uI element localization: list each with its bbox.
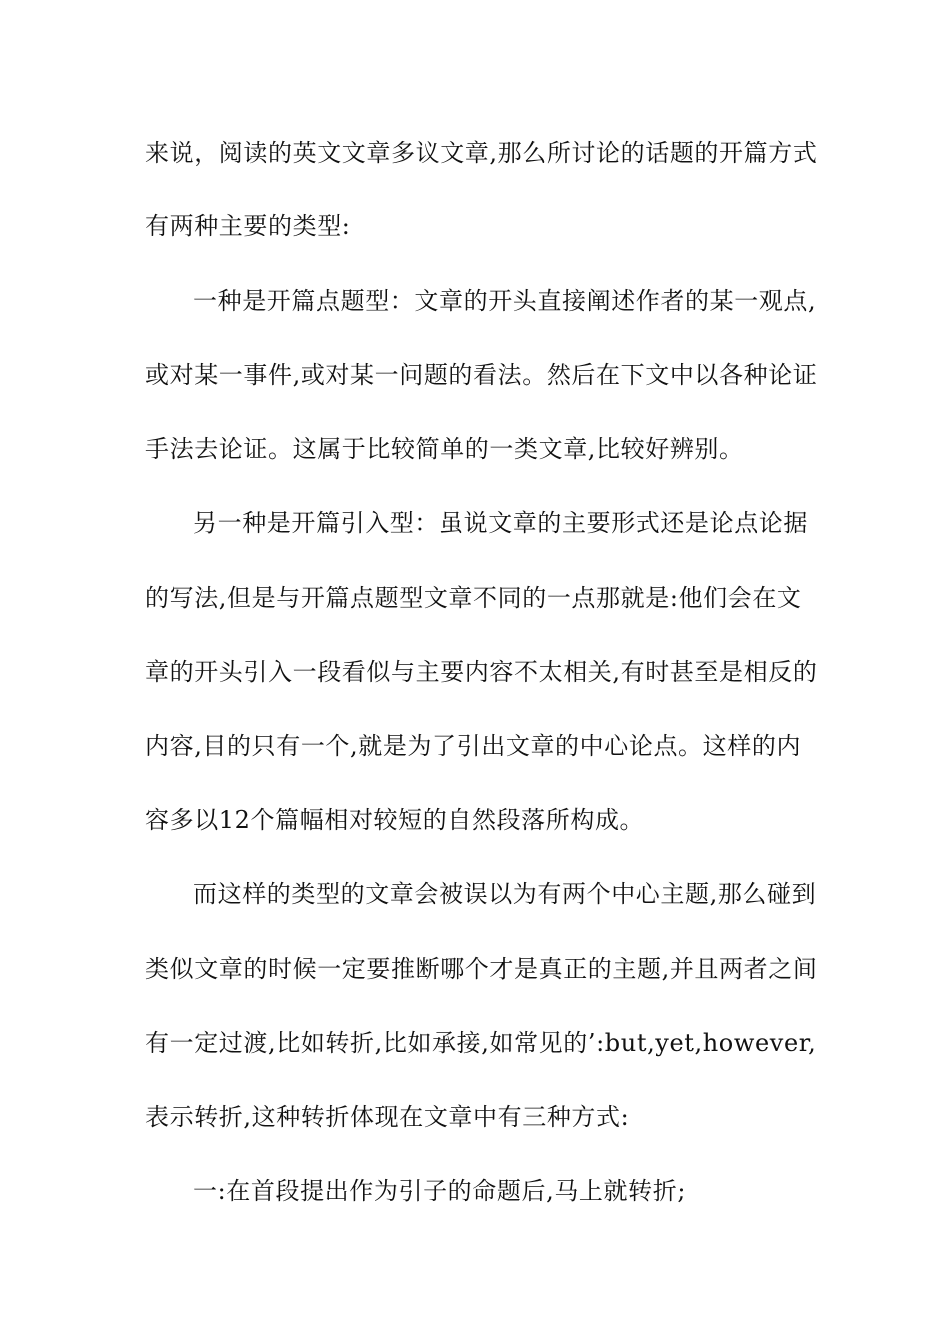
paragraph-start-line: 另一种是开篇引入型：虽说文章的主要形式还是论点论据 <box>193 509 808 537</box>
text-line: 或对某一事件,或对某一问题的看法。然后在下文中以各种论证 <box>145 361 818 389</box>
text-line: 有两种主要的类型: <box>145 212 351 240</box>
text-line: 表示转折,这种转折体现在文章中有三种方式: <box>145 1103 630 1131</box>
paragraph-start-line: 一:在首段提出作为引子的命题后,马上就转折; <box>193 1177 686 1205</box>
text-line: 有一定过渡,比如转折,比如承接,如常见的’:but,yet,however, <box>145 1029 817 1057</box>
text-line: 章的开头引入一段看似与主要内容不太相关,有时甚至是相反的 <box>145 658 818 686</box>
paragraph-start-line: 一种是开篇点题型：文章的开头直接阐述作者的某一观点, <box>193 287 817 315</box>
text-line: 来说，阅读的英文文章多议文章,那么所讨论的话题的开篇方式 <box>145 139 818 167</box>
text-line: 的写法,但是与开篇点题型文章不同的一点那就是:他们会在文 <box>145 584 802 612</box>
text-line: 手法去论证。这属于比较简单的一类文章,比较好辨别。 <box>145 435 744 463</box>
text-line: 容多以12个篇幅相对较短的自然段落所构成。 <box>145 806 645 834</box>
paragraph-start-line: 而这样的类型的文章会被误以为有两个中心主题,那么碰到 <box>193 880 817 908</box>
text-line: 类似文章的时候一定要推断哪个才是真正的主题,并且两者之间 <box>145 955 818 983</box>
text-line: 内容,目的只有一个,就是为了引出文章的中心论点。这样的内 <box>145 732 802 760</box>
